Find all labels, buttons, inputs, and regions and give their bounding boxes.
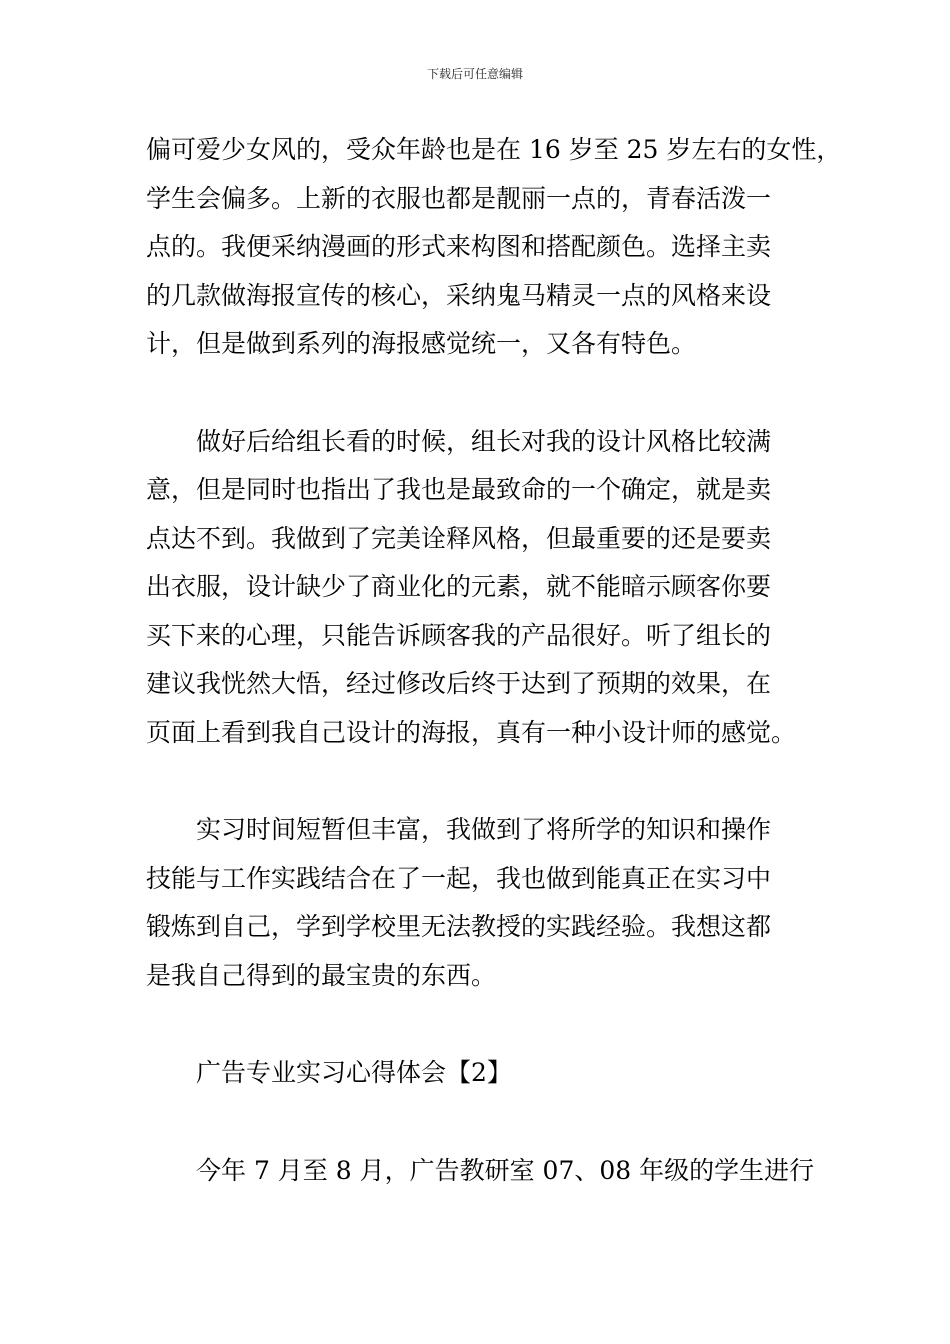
text-line: 出衣服，设计缺少了商业化的元素，就不能暗示顾客你要 <box>146 572 772 601</box>
paragraph-2 <box>146 418 806 758</box>
text-line: 买下来的心理，只能告诉顾客我的产品很好。听了组长的 <box>146 620 772 650</box>
text-line: 锻炼到自己，学到学校里无法教授的实践经验。我想这都 <box>146 912 772 941</box>
text-line: 是我自己得到的最宝贵的东西。 <box>146 960 497 990</box>
text-line: 偏可爱少女风的，受众年龄也是在 16 岁至 25 岁左右的女性， <box>146 135 842 164</box>
text-line: 页面上看到我自己设计的海报，真有一种小设计师的感觉。 <box>146 717 797 747</box>
text-line: 建议我恍然大悟，经过修改后终于达到了预期的效果，在 <box>146 669 772 698</box>
text-line: 做好后给组长看的时候，组长对我的设计风格比较满 <box>196 426 772 456</box>
section-heading: 广告专业实习心得体会【2】 <box>196 1058 512 1087</box>
text-line: 计，但是做到系列的海报感觉统一，又各有特色。 <box>146 329 697 358</box>
paragraph-3 <box>146 806 806 1000</box>
text-line: 技能与工作实践结合在了一起，我也做到能真正在实习中 <box>146 863 772 893</box>
text-line: 的几款做海报宣传的核心，采纳鬼马精灵一点的风格来设 <box>146 280 772 310</box>
text-line: 点达不到。我做到了完美诠释风格，但最重要的还是要卖 <box>146 523 772 553</box>
paragraph-4 <box>146 1147 815 1196</box>
text-line: 点的。我便采纳漫画的形式来构图和搭配颜色。选择主卖 <box>146 232 772 261</box>
document-body <box>146 126 842 1195</box>
text-line: 意，但是同时也指出了我也是最致命的一个确定，就是卖 <box>146 475 772 504</box>
paragraph-1 <box>146 126 842 369</box>
header-note: 下载后可任意编辑 <box>426 67 523 81</box>
text-line: 实习时间短暂但丰富，我做到了将所学的知识和操作 <box>196 815 772 844</box>
text-line: 学生会偏多。上新的衣服也都是靓丽一点的，青春活泼一 <box>146 183 772 213</box>
text-line: 今年 7 月至 8 月，广告教研室 07、08 年级的学生进行 <box>196 1155 815 1185</box>
